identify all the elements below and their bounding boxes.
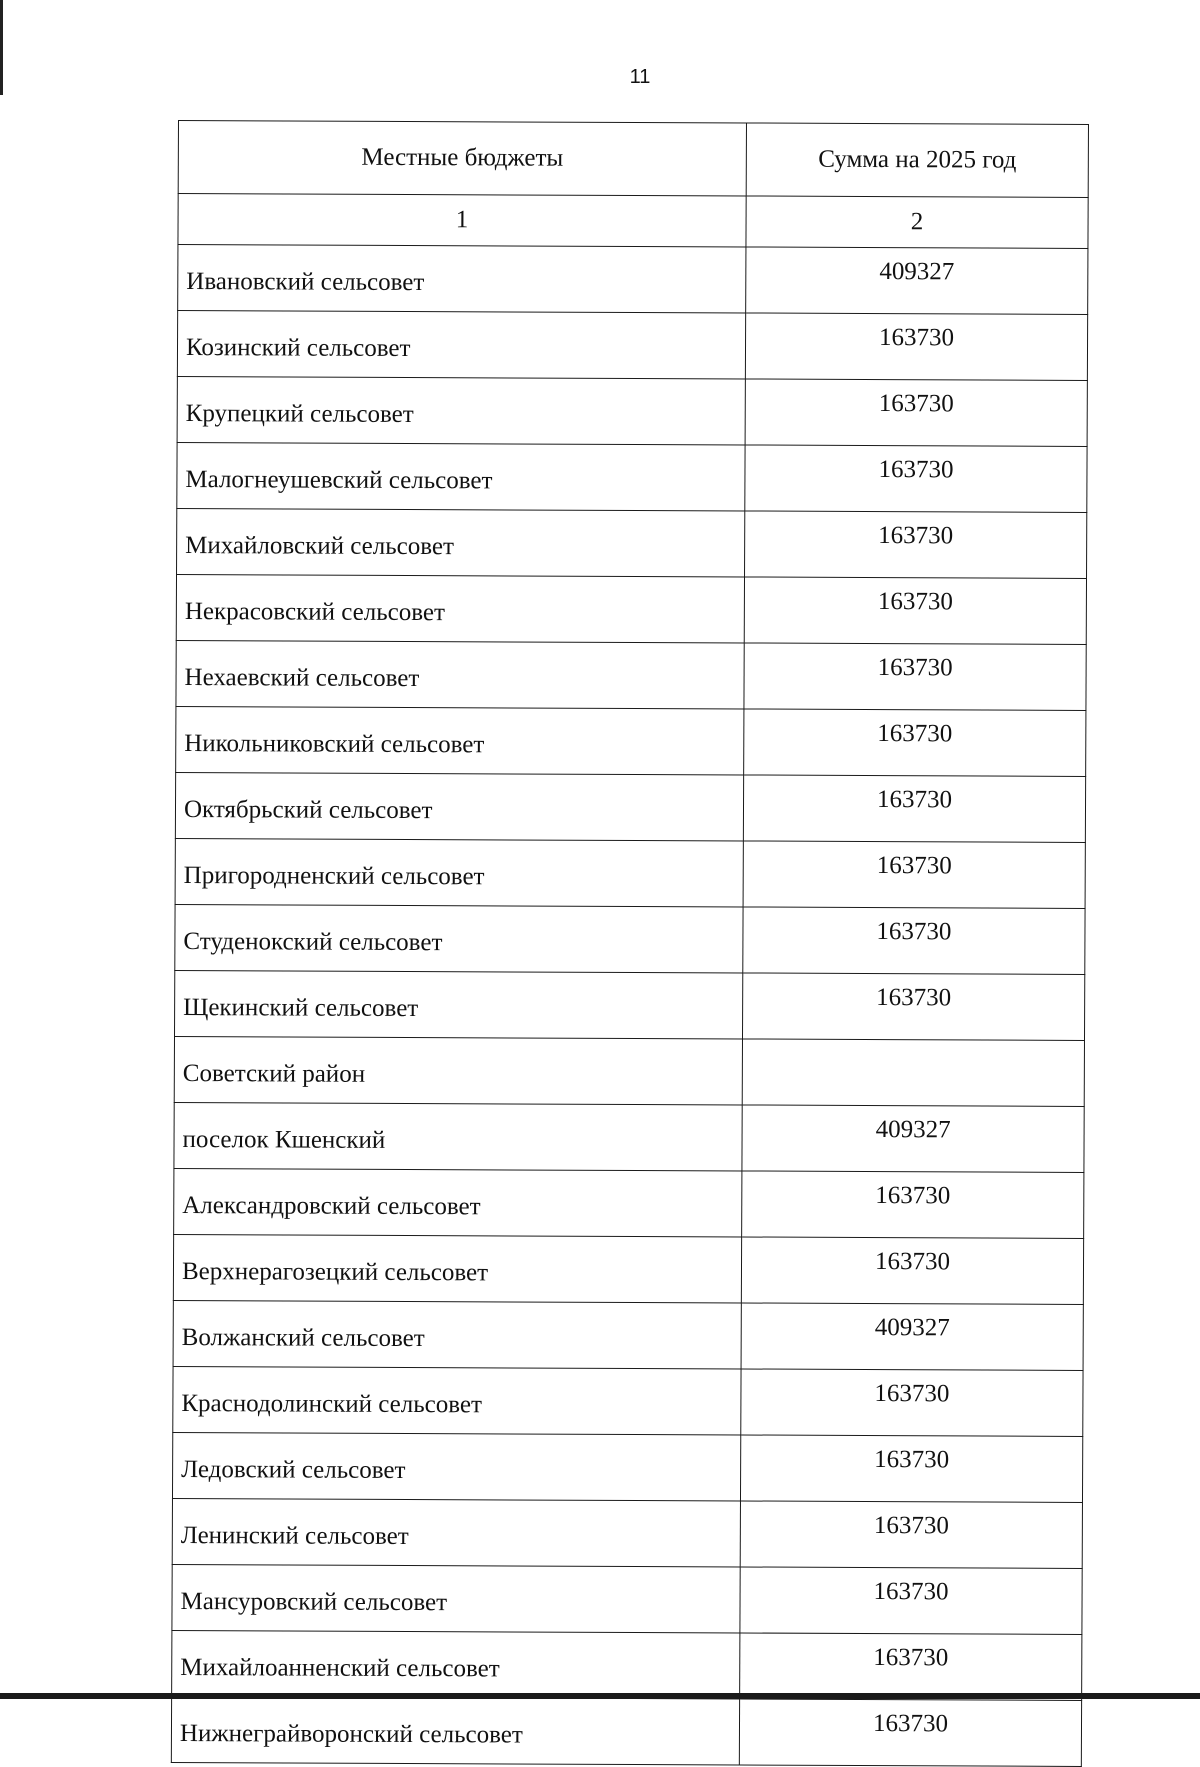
header-local-budgets: Местные бюджеты: [178, 121, 746, 196]
page-number: 11: [629, 66, 651, 88]
budget-name-cell: Александровский сельсовет: [174, 1168, 742, 1236]
budget-name-cell: Ивановский сельсовет: [178, 245, 746, 313]
table-header-row: [178, 121, 1088, 198]
budget-amount-cell: 409327: [742, 1105, 1084, 1172]
table-row: [172, 1498, 1082, 1568]
budget-table-container: [171, 120, 1088, 1767]
budget-amount-cell: 163730: [744, 643, 1086, 710]
table-row: [172, 1432, 1082, 1502]
budget-amount-cell: 409327: [741, 1303, 1083, 1370]
column-number-1: 1: [178, 194, 746, 247]
budget-name-cell: Малогнеушевский сельсовет: [177, 442, 745, 510]
budget-name-cell: Волжанский сельсовет: [173, 1300, 741, 1368]
column-number-2: 2: [746, 196, 1088, 248]
budget-name-cell: Некрасовский сельсовет: [176, 574, 744, 642]
budget-amount-cell: 163730: [743, 907, 1085, 974]
budget-amount-cell: 163730: [742, 973, 1084, 1040]
budget-amount-cell: 163730: [740, 1633, 1082, 1700]
budget-name-cell: Мансуровский сельсовет: [172, 1564, 740, 1632]
budget-name-cell: Крупецкий сельсовет: [177, 376, 745, 444]
budget-amount-cell: 163730: [745, 313, 1087, 380]
budget-amount-cell: 163730: [740, 1501, 1082, 1568]
budget-amount-cell: 163730: [741, 1237, 1083, 1304]
budget-name-cell: Михайловский сельсовет: [177, 508, 745, 576]
budget-name-cell: Краснодолинский сельсовет: [173, 1366, 741, 1434]
scan-edge-bottom: [0, 1693, 1200, 1699]
budget-name-cell: Пригородненский сельсовет: [175, 838, 743, 906]
budget-amount-cell: 163730: [745, 511, 1087, 578]
budget-amount-cell: 163730: [740, 1435, 1082, 1502]
table-row: [176, 574, 1086, 644]
table-row: [177, 442, 1087, 512]
budget-name-cell: Ленинский сельсовет: [172, 1498, 740, 1566]
table-row: [178, 245, 1088, 315]
table-row: [177, 311, 1087, 381]
table-row: [173, 1300, 1083, 1370]
header-amount-2025: Сумма на 2025 год: [746, 123, 1088, 197]
budget-name-cell: Никольниковский сельсовет: [176, 706, 744, 774]
budget-table: [171, 120, 1089, 1767]
budget-amount-cell: 163730: [739, 1699, 1081, 1766]
table-row: [172, 1564, 1082, 1634]
budget-name-cell: Верхнерагозецкий сельсовет: [173, 1234, 741, 1302]
budget-amount-cell: 163730: [744, 577, 1086, 644]
budget-name-cell: Советский район: [174, 1036, 742, 1104]
budget-name-cell: Михайлоанненский сельсовет: [172, 1630, 740, 1698]
table-row: [174, 1036, 1084, 1106]
budget-name-cell: Ледовский сельсовет: [172, 1432, 740, 1500]
budget-name-cell: Щекинский сельсовет: [175, 970, 743, 1038]
budget-amount-cell: 163730: [741, 1369, 1083, 1436]
budget-name-cell: Октябрьский сельсовет: [175, 772, 743, 840]
table-row: [173, 1234, 1083, 1304]
budget-name-cell: Нижнеграйворонский сельсовет: [171, 1696, 739, 1764]
budget-amount-cell: 163730: [740, 1567, 1082, 1634]
table-row: [175, 970, 1085, 1040]
table-row: [172, 1630, 1082, 1700]
table-row: [175, 838, 1085, 908]
budget-amount-cell: 409327: [746, 247, 1088, 314]
table-row: [176, 706, 1086, 776]
table-body: [171, 194, 1088, 1767]
budget-amount-cell: [742, 1039, 1084, 1106]
table-row: [175, 904, 1085, 974]
budget-amount-cell: 163730: [745, 379, 1087, 446]
table-row: [177, 376, 1087, 446]
table-row: [177, 508, 1087, 578]
table-row: [174, 1102, 1084, 1172]
table-row: [176, 640, 1086, 710]
column-number-row: [178, 194, 1088, 249]
budget-amount-cell: 163730: [743, 775, 1085, 842]
budget-amount-cell: 163730: [745, 445, 1087, 512]
table-row: [171, 1696, 1081, 1766]
budget-name-cell: Козинский сельсовет: [177, 311, 745, 379]
budget-amount-cell: 163730: [742, 1171, 1084, 1238]
budget-amount-cell: 163730: [743, 841, 1085, 908]
budget-name-cell: Нехаевский сельсовет: [176, 640, 744, 708]
table-row: [173, 1366, 1083, 1436]
table-row: [174, 1168, 1084, 1238]
budget-amount-cell: 163730: [744, 709, 1086, 776]
table-row: [175, 772, 1085, 842]
budget-name-cell: поселок Кшенский: [174, 1102, 742, 1170]
budget-name-cell: Студенокский сельсовет: [175, 904, 743, 972]
